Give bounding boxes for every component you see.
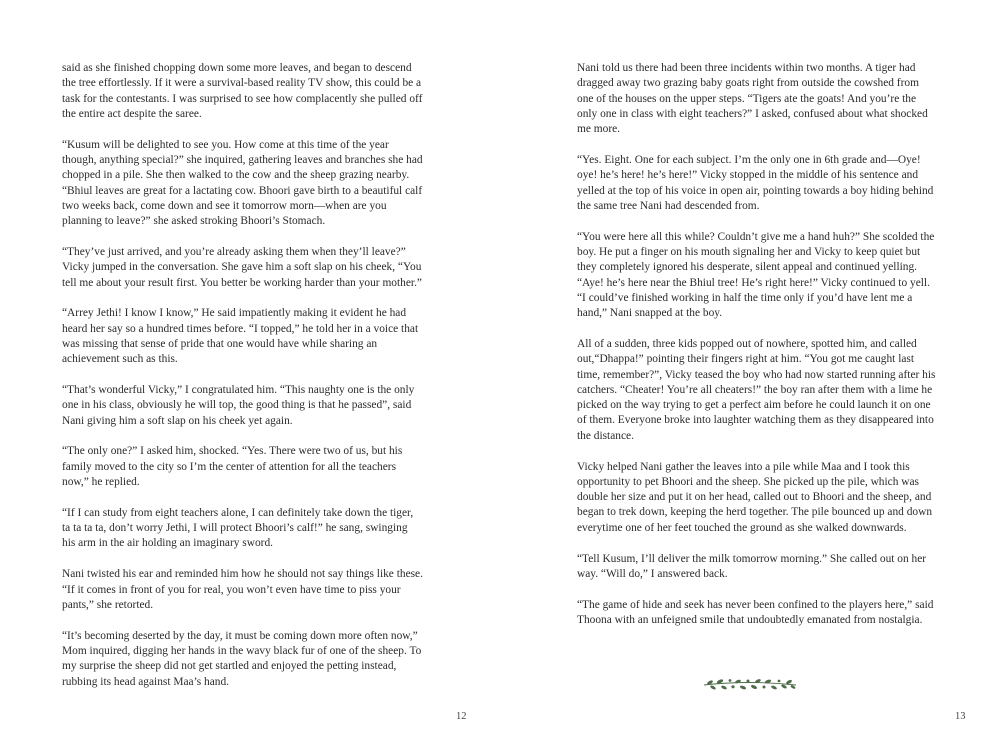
paragraph: Nani twisted his ear and reminded him how he should not say things like these. “If it comes in front of you for real, you won’t even have time to piss your pants,” she retorted. [62, 568, 423, 611]
paragraph: “Yes. Eight. One for each subject. I’m the only one in 6th grade and—Oye! oye! he’s here! he’s here!” Vicky stopped in the middle of his sentence and yelled at the top of his voice in open air, pointing towards a boy hiding behind the same tree Nani had descended from. [577, 153, 934, 212]
paragraph: “It’s becoming deserted by the day, it must be coming down more often now,” Mom inquired, digging her hands in the wavy black fur of one of the sheep. To my surprise the sheep did not get startled and enjoyed the petting instead, rubbing its head against Maa’s hand. [62, 629, 422, 688]
page-number-left: 12 [456, 711, 467, 722]
paragraph: “The only one?” I asked him, shocked. “Yes. There were two of us, but his family moved to the city so I’m the center of attention for all the teachers now,” he replied. [62, 445, 403, 489]
page-number-right: 13 [955, 711, 966, 722]
left-page-text [62, 61, 423, 705]
paragraph: Vicky helped Nani gather the leaves into a pile while Maa and I took this opportunity to pet Bhoori and the sheep. She picked up the pile, which was double her size and put it on her head, called out to Bhoori and the sheep, and began to trek down, keeping the herd together. The pile bounced up and down everytime one of her feet touched the ground as she walked downwards. [577, 460, 933, 534]
right-page [500, 0, 1000, 750]
paragraph: “The game of hide and seek has never been confined to the players here,” said Thoona with an unfeigned smile that undoubtedly emanated from nostalgia. [577, 598, 934, 626]
paragraph: All of a sudden, three kids popped out of nowhere, spotted him, and called out,“Dhappa!” pointing their fingers right at him. “You got me caught last time, remember?”, Vicky teased the boy who had now started running after his catchers. “Cheater! You’re all cheaters!” the boy ran after them with a lime he picked on the way trying to get a perfect aim before he could launch it on one of them. Everyone broke into laughter watching them as they disappeared into the distance. [577, 337, 936, 442]
paragraph: said as she finished chopping down some more leaves, and began to descend the tree effortlessly. If it were a survival-based reality TV show, this could be a task for the contestants. I was surprised to see how complacently she pulled off the entire act despite the saree. [62, 62, 423, 120]
paragraph: “Tell Kusum, I’ll deliver the milk tomorrow morning.” She called out on her way. “Will do,” I answered back. [577, 552, 927, 580]
paragraph: “Kusum will be delighted to see you. How come at this time of the year though, anything special?” she inquired, gathering leaves and branches she had chopped in a pile. She then walked to the cow and the sheep grazing nearby. “Bhiul leaves are great for a lactating cow. Bhoori gave birth to a beautiful calf two weeks back, come down and see it tomorrow morn—when are you planning to leave?” she asked stroking Bhoori’s Stomach. [62, 138, 423, 228]
paragraph: Nani told us there had been three incidents within two months. A tiger had dragged away two grazing baby goats right from outside the cowshed from one of the houses on the upper steps. “Tigers ate the goats! And you’re the only one in class with eight teachers?” I asked, confused about what shocked me more. [577, 62, 928, 136]
paragraph: “If I can study from eight teachers alone, I can definitely take down the tiger, ta ta ta ta, don’t worry Jethi, I will protect Bhoori’s calf!” he sang, swinging his arm in the air holding an imaginary sword. [62, 506, 414, 550]
paragraph: “Arrey Jethi! I know I know,” He said impatiently making it evident he had heard her say so a hundred times before. “I topped,” he told her in a voice that was missing that sense of pride that one would have while sharing an achievement such as this. [62, 307, 419, 366]
right-page-text [577, 61, 938, 644]
paragraph: “They’ve just arrived, and you’re already asking them when they’ll leave?” Vicky jumped in the conversation. She gave him a soft slap on his cheek, “You tell me about your result first. You better be working harder than your mother.” [62, 245, 422, 289]
paragraph: “That’s wonderful Vicky,” I congratulated him. “This naughty one is the only one in his class, obviously he will top, the good thing is that he passed”, said Nani giving him a soft slap on his cheek yet again. [62, 384, 415, 427]
paragraph: “You were here all this while? Couldn’t give me a hand huh?” She scolded the boy. He put a finger on his mouth signaling her and Vicky to keep quiet but they completely ignored his desperate, silent appeal and continued yelling. “Aye! he’s here near the Bhiul tree! He’s right here!” Vicky continued to yell. “I could’ve finished working in half the time only if you’d have lent me a hand,” Nani snapped at the boy. [577, 230, 935, 320]
leaf-ornament-icon [700, 674, 800, 696]
